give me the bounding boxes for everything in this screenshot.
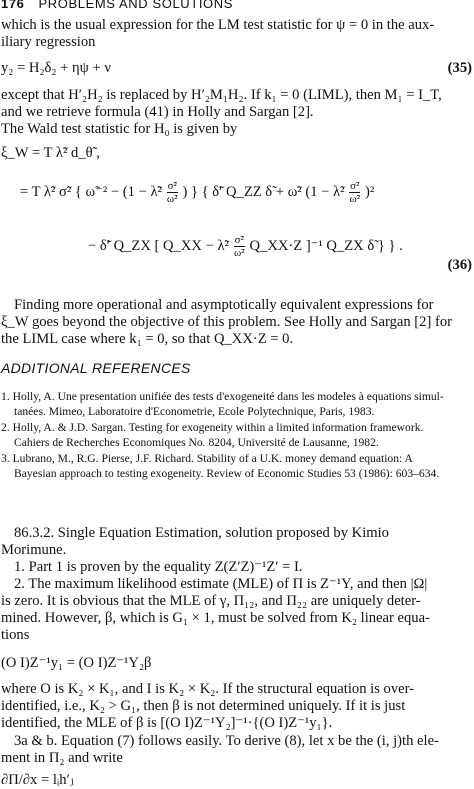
page-number: 176 — [1, 0, 25, 11]
fraction: $\frac{\text{σ̃²}}{\text{ω̃²}}$ — [233, 234, 245, 259]
reference-item-cont: Cahiers de Recherches Economiques No. 8204, Université de Lausanne, 1982. — [14, 436, 379, 449]
reference-item: 1. Holly, A. Une presentation unifiée des tests d'exogeneité dans les modeles à equations simul- — [1, 390, 444, 403]
body-line: ξ_W goes beyond the objective of this problem. See Holly and Sargan [2] for — [1, 314, 452, 330]
body-line: Morimune. — [1, 542, 67, 558]
eq36-line3-end: Q_XX·Z ]⁻¹ Q_ZX δ̃ } } . — [249, 237, 403, 254]
body-line: iliary regression — [1, 34, 96, 50]
equation-36-line2 — [20, 180, 374, 205]
body-line: and we retrieve formula (41) in Holly and Sargan [2]. — [1, 104, 314, 120]
equation-35: y₂ = H₂δ₂ + ηψ + ν — [1, 60, 111, 76]
reference-item-cont: Bayesian approach to testing exogeneity. Review of Economic Studies 53 (1986): 603–634. — [14, 467, 440, 480]
body-line: is zero. It is obvious that the MLE of γ, Π₁₂, and Π₂₂ are uniquely deter- — [1, 593, 421, 609]
equation-derivative: ∂Π/∂x = lᵢh′ⱼ — [1, 772, 74, 788]
body-line: tions — [1, 627, 30, 643]
equation-number-36: (36) — [447, 257, 472, 273]
eq36-line3-start: − δ̃′ Q_ZX [ Q_XX − λ̃² — [88, 237, 229, 254]
running-header — [1, 0, 233, 11]
equation-36-line1: ξ_W = T λ̃² d_θ̃ , — [1, 145, 100, 161]
body-line: where O is K₂ × K₁, and I is K₂ × K₂. If the structural equation is over- — [1, 681, 415, 697]
equation-36-line3 — [88, 234, 403, 259]
reference-item: 3. Lubrano, M., R.G. Pierse, J.F. Richard. Stability of a U.K. money demand equation: A — [1, 452, 413, 465]
reference-item: 2. Holly, A. & J.D. Sargan. Testing for exogeneity within a limited information framework. — [1, 421, 424, 434]
body-line: 1. Part 1 is proven by the equality Z(Z′Z)⁻¹Z′ = I. — [14, 559, 303, 575]
eq36-line2-mid: ) } { δ̃′ Q_ZZ δ̃ + ω̃² (1 − λ̃² — [182, 183, 345, 200]
reference-item-cont: tanées. Mimeo, Laboratoire d'Econometrie, Ecole Polytechnique, Paris, 1983. — [14, 405, 375, 418]
equation-number-35: (35) — [447, 60, 472, 76]
body-line: 86.3.2. Single Equation Estimation, solution proposed by Kimio — [14, 525, 389, 541]
body-line: except that H′₂H₂ is replaced by H′₂M₁H₂. If k₁ = 0 (LIML), then M₁ = I_T, — [1, 87, 442, 103]
fraction: $\frac{\text{σ̃²}}{\text{ω̃²}}$ — [166, 180, 178, 205]
body-line: 2. The maximum likelihood estimate (MLE) of Π is Z⁻¹Y, and then |Ω| — [14, 576, 428, 592]
body-line: 3a & b. Equation (7) follows easily. To derive (8), let x be the (i, j)th ele- — [14, 733, 439, 749]
running-title: PROBLEMS AND SOLUTIONS — [38, 0, 234, 11]
eq36-line2-end: )² — [365, 183, 375, 200]
body-line: identified, the MLE of β is [(O I)Z⁻¹Y₂]⁻¹·{(O I)Z⁻¹y₁}. — [1, 715, 333, 731]
equation-linear-system: (O I)Z⁻¹y₁ = (O I)Z⁻¹Y₂β — [1, 655, 152, 671]
eq36-line2-start: = T λ̃² σ̃² { ω̃⁻² − (1 − λ̃² — [20, 183, 162, 200]
body-line: The Wald test statistic for H₀ is given by — [1, 121, 238, 137]
body-line: mined. However, β, which is G₁ × 1, must be solved from K₂ linear equa- — [1, 610, 430, 626]
fraction: $\frac{\text{σ̃²}}{\text{ω̃²}}$ — [349, 180, 361, 205]
body-line: the LIML case where k₁ = 0, so that Q_XX·Z = 0. — [1, 331, 294, 347]
body-line: Finding more operational and asymptotically equivalent expressions for — [14, 297, 434, 313]
section-title: ADDITIONAL REFERENCES — [1, 360, 191, 376]
body-line: ment in Π₂ and write — [1, 750, 123, 766]
body-line: which is the usual expression for the LM test statistic for ψ = 0 in the aux- — [1, 17, 435, 33]
body-line: identified, i.e., K₂ > G₁, then β is not determined uniquely. If it is just — [1, 698, 406, 714]
